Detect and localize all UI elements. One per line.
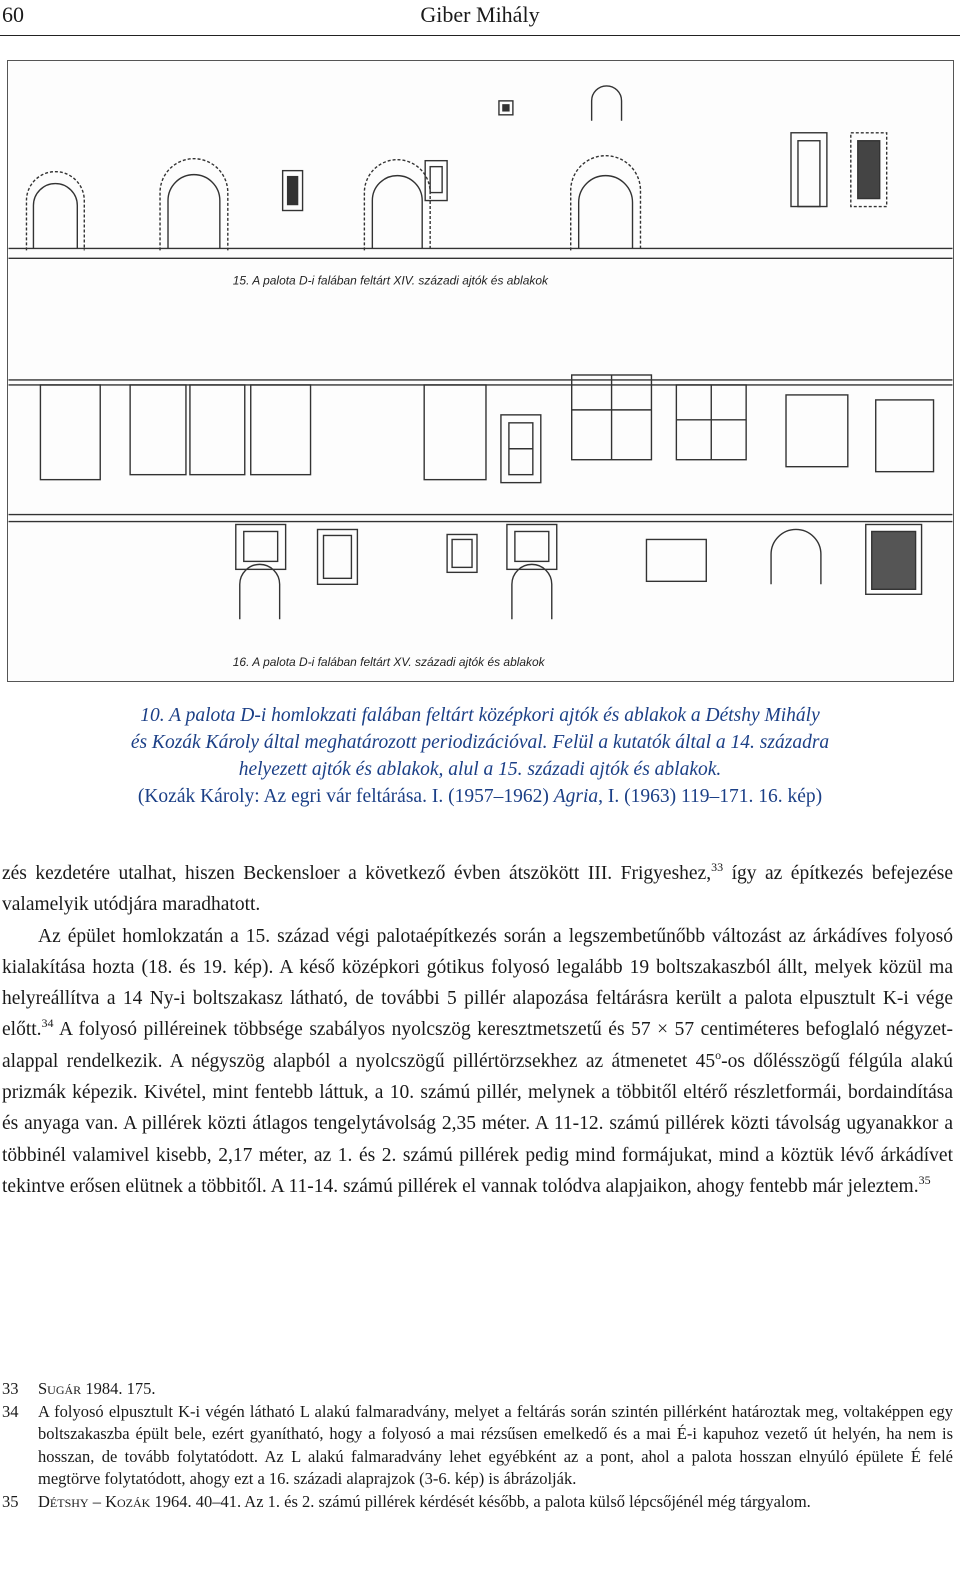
footnote — [2, 1491, 953, 1514]
caption-line: és Kozák Károly által meghatározott periodizációval. Felül a kutatók által a 14. századra — [130, 732, 830, 753]
caption-journal: Agria — [553, 786, 599, 807]
caption-citation: (Kozák Károly: Az egri vár feltárása. I. (1957–1962) — [137, 786, 554, 807]
caption-citation-end: , I. (1963) 119–171. 16. kép) — [598, 786, 823, 807]
footnote — [2, 1401, 953, 1491]
running-head: Giber Mihály — [420, 2, 540, 27]
figure-caption — [40, 702, 920, 810]
paragraph — [2, 858, 953, 921]
caption-line: 10. A palota D-i homlokzati falában feltárt középkori ajtók és ablakok a Détshy Mihály — [140, 705, 820, 726]
paragraph — [2, 921, 953, 1203]
paragraph-text: A folyosó pilléreinek többsége szabályos nyolcszög keresztmetszetű és 57 × 57 centiméteres befoglaló négyzet-alappal rendelkezik. A négyszög alapból a nyolcszögű pillértörzsekhez az átmenetet 45 — [2, 1019, 953, 1072]
caption-line — [40, 783, 920, 810]
figure-label-bottom: 16. A palota D-i falában feltárt XV. századi ajtók és ablakok — [232, 655, 545, 670]
footnote-ref[interactable]: 34 — [41, 1016, 54, 1031]
paragraph-text: zés kezdetére utalhat, hiszen Beckensloer a következő évben átszökött III. Frigyeshez, — [2, 863, 712, 884]
figure-label-top: 15. A palota D-i falában feltárt XIV. századi ajtók és ablakok — [232, 273, 548, 288]
body-text — [2, 858, 953, 1202]
figure-drawing — [7, 60, 954, 682]
footnote-author: Détshy – Kozák — [38, 1491, 151, 1511]
footnote-number: 34 — [2, 1401, 19, 1421]
page-header — [0, 0, 960, 36]
footnote-ref[interactable]: 35 — [918, 1172, 931, 1187]
footnote-text: 1984. 175. — [81, 1379, 156, 1398]
footnote-author: Sugár — [38, 1379, 82, 1398]
footnote-text: 1964. 40–41. Az 1. és 2. számú pillérek kérdését később, a palota külső lépcsőjénél még tárgyalom. — [150, 1491, 811, 1511]
elevation-drawing — [8, 61, 953, 681]
footnotes — [2, 1378, 953, 1513]
footnote-number: 33 — [2, 1379, 19, 1398]
footnote-text: A folyosó elpusztult K-i végén látható L alakú falmaradvány, melyet a feltárás során szintén pillérként határoztak meg, voltaképpen egy boltszakaszba épült bele, ezért gyanítható, hogy a folyosó a mai rézsűsen emelkedő és a mai É-i kapuhoz vezető út helyén, ha nem is hosszan, de tovább folytatódott. Az L alakú falmaradvány lehet egyébként az a pont, ahol a palota hosszan elnyúló épülete É felé megtörve folytatódott, ahogy ezt a 16. századi alaprajzok (3-6. kép) is ábrázolják. — [38, 1401, 953, 1488]
caption-line: helyezett ajtók és ablakok, alul a 15. századi ajtók és ablakok. — [238, 759, 722, 780]
paragraph-text: így az építkezés befejezése valamelyik utódjára maradhatott. — [2, 863, 953, 916]
footnote-number: 35 — [2, 1491, 19, 1511]
degree-mark: o — [715, 1047, 722, 1062]
paragraph-text: Az épület homlokzatán a 15. század végi palotaépítkezés során a legszembetűnőbb változást az árkádíves folyosó kialakítása hozta (18. és 19. kép). A késő középkori gótikus folyosó legalább 19 boltszakaszból állt, melyek közül ma helyreállítva a 14 Ny-i boltszakasz látható, de további 5 pillér alapozása feltárásra került a palota elpusztult K-i vége előtt. — [2, 925, 953, 1041]
paragraph-text: -os dőlésszögű félgúla alakú prizmák képezik. Kivétel, mint fentebb láttuk, a 10. számú pillér, melynek a többitől eltérő részletformái, bordaindítása és anyaga van. A pillérek közti átlagos tengelytávolság 2,35 méter. A 11-12. számú pillérek közti távolság ugyanakkor a többinél valamivel kisebb, 2,17 méter, az 1. és 2. számú pillérek pedig mind formájukat, mind a köztük lévő árkádívet tekintve erősen elütnek a többitől. A 11-14. számú pillérek el vannak tolódva alapjaikon, ahogy fentebb már jeleztem. — [2, 1050, 953, 1197]
page-number: 60 — [2, 2, 24, 27]
footnote — [2, 1378, 953, 1401]
footnote-ref[interactable]: 33 — [711, 860, 724, 874]
